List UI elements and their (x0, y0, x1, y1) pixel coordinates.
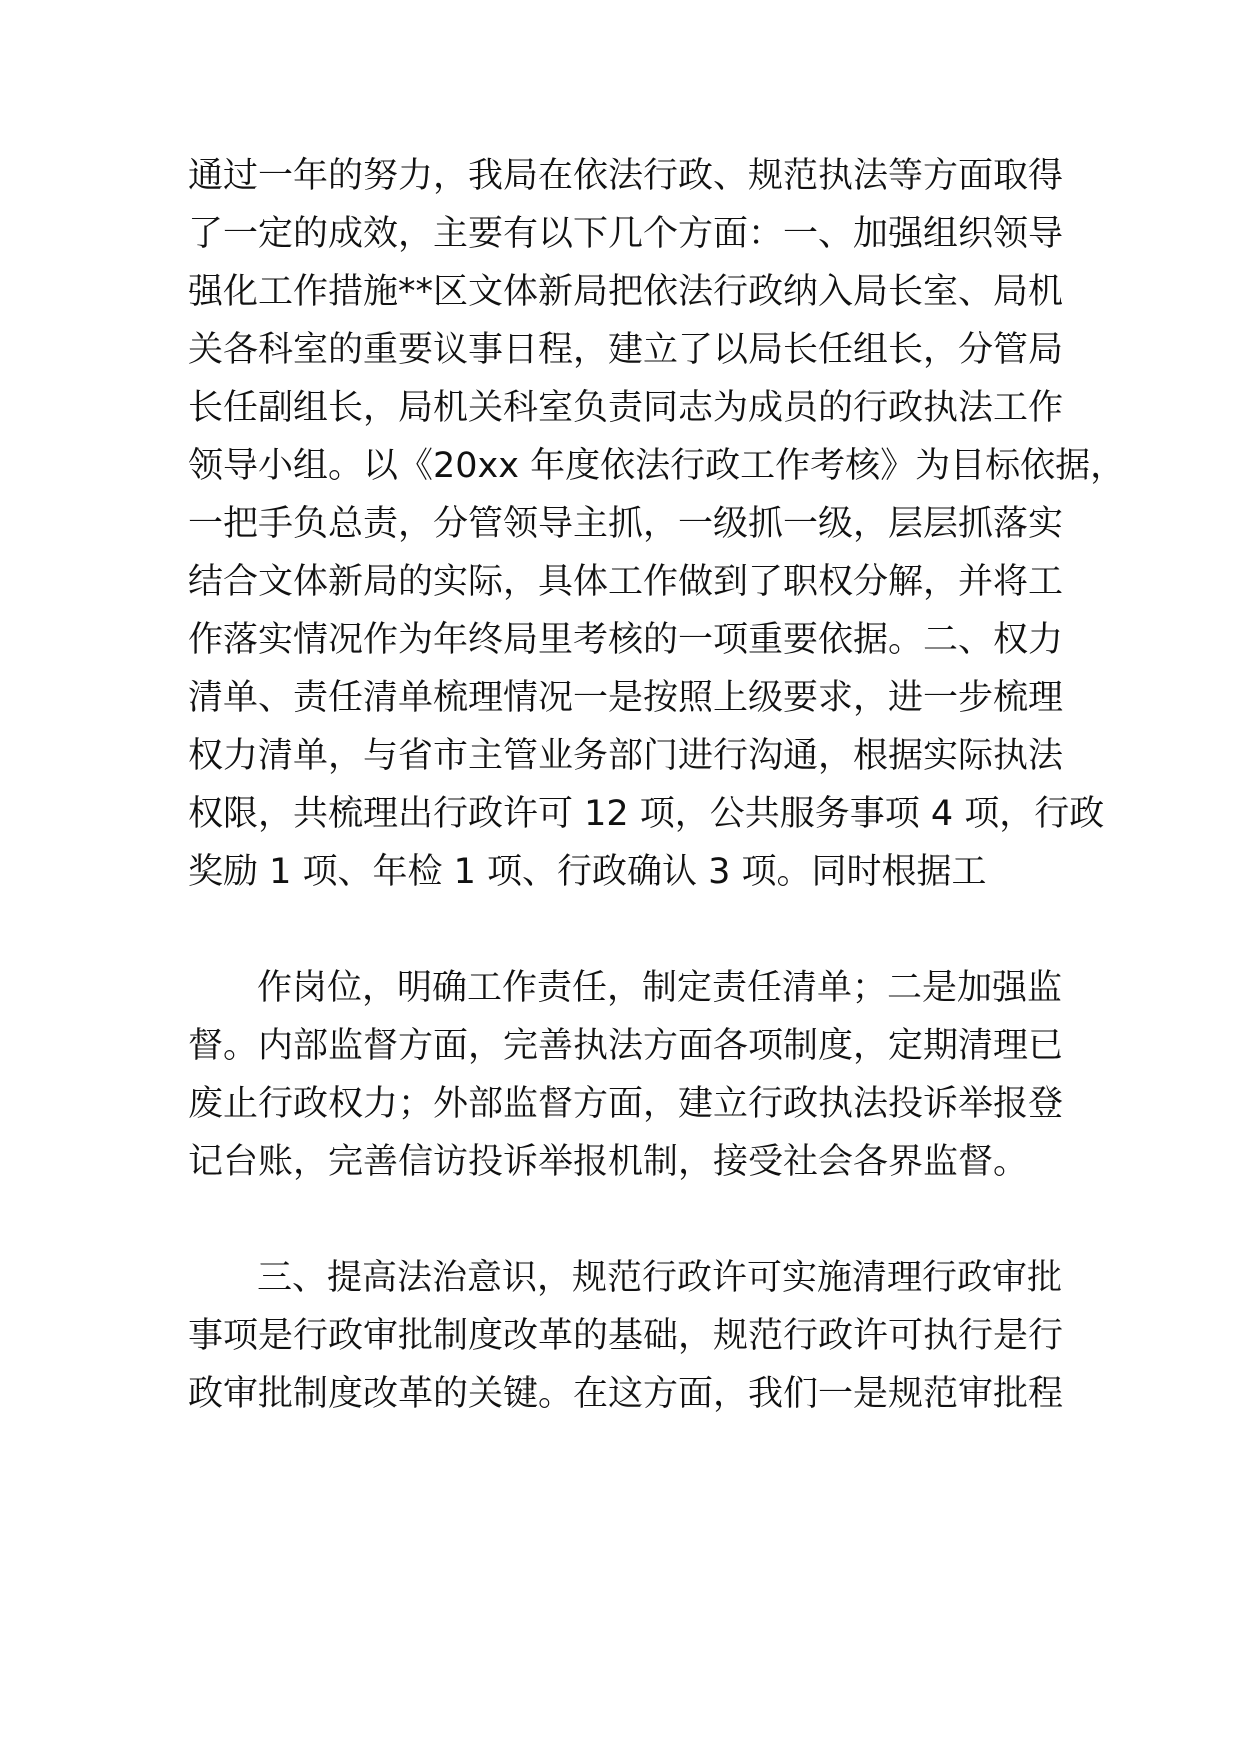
text-line: 通过一年的努力，我局在依法行政、规范执法等方面取得 (188, 156, 1064, 196)
text-line: 关各科室的重要议事日程，建立了以局长任组长，分管局 (188, 330, 1064, 370)
text-line: 领导小组。以《20xx 年度依法行政工作考核》为目标依据， (188, 446, 1126, 486)
text-line: 强化工作措施**区文体新局把依法行政纳入局长室、局机 (188, 272, 1064, 312)
text-line: 作岗位，明确工作责任，制定责任清单；二是加强监 (257, 968, 1063, 1008)
text-line: 三、提高法治意识，规范行政许可实施清理行政审批 (257, 1258, 1063, 1298)
text-line: 奖励 1 项、年检 1 项、行政确认 3 项。同时根据工 (188, 852, 987, 892)
text-line: 督。内部监督方面，完善执法方面各项制度，定期清理已 (188, 1026, 1064, 1066)
text-line: 清单、责任清单梳理情况一是按照上级要求，进一步梳理 (188, 678, 1064, 718)
text-line: 一把手负总责，分管领导主抓，一级抓一级，层层抓落实 (188, 504, 1064, 544)
text-line: 权限，共梳理出行政许可 12 项，公共服务事项 4 项，行政 (188, 794, 1105, 834)
text-line: 权力清单，与省市主管业务部门进行沟通，根据实际执法 (188, 736, 1064, 776)
text-line: 事项是行政审批制度改革的基础，规范行政许可执行是行 (188, 1316, 1064, 1356)
text-line: 结合文体新局的实际，具体工作做到了职权分解，并将工 (188, 562, 1064, 602)
text-line: 废止行政权力；外部监督方面，建立行政执法投诉举报登 (188, 1084, 1064, 1124)
text-line: 作落实情况作为年终局里考核的一项重要依据。二、权力 (188, 620, 1064, 660)
text-line: 了一定的成效，主要有以下几个方面：一、加强组织领导 (188, 214, 1064, 254)
text-line: 政审批制度改革的关键。在这方面，我们一是规范审批程 (188, 1374, 1064, 1414)
text-line: 长任副组长，局机关科室负责同志为成员的行政执法工作 (188, 388, 1064, 428)
text-line: 记台账，完善信访投诉举报机制，接受社会各界监督。 (188, 1142, 1029, 1182)
